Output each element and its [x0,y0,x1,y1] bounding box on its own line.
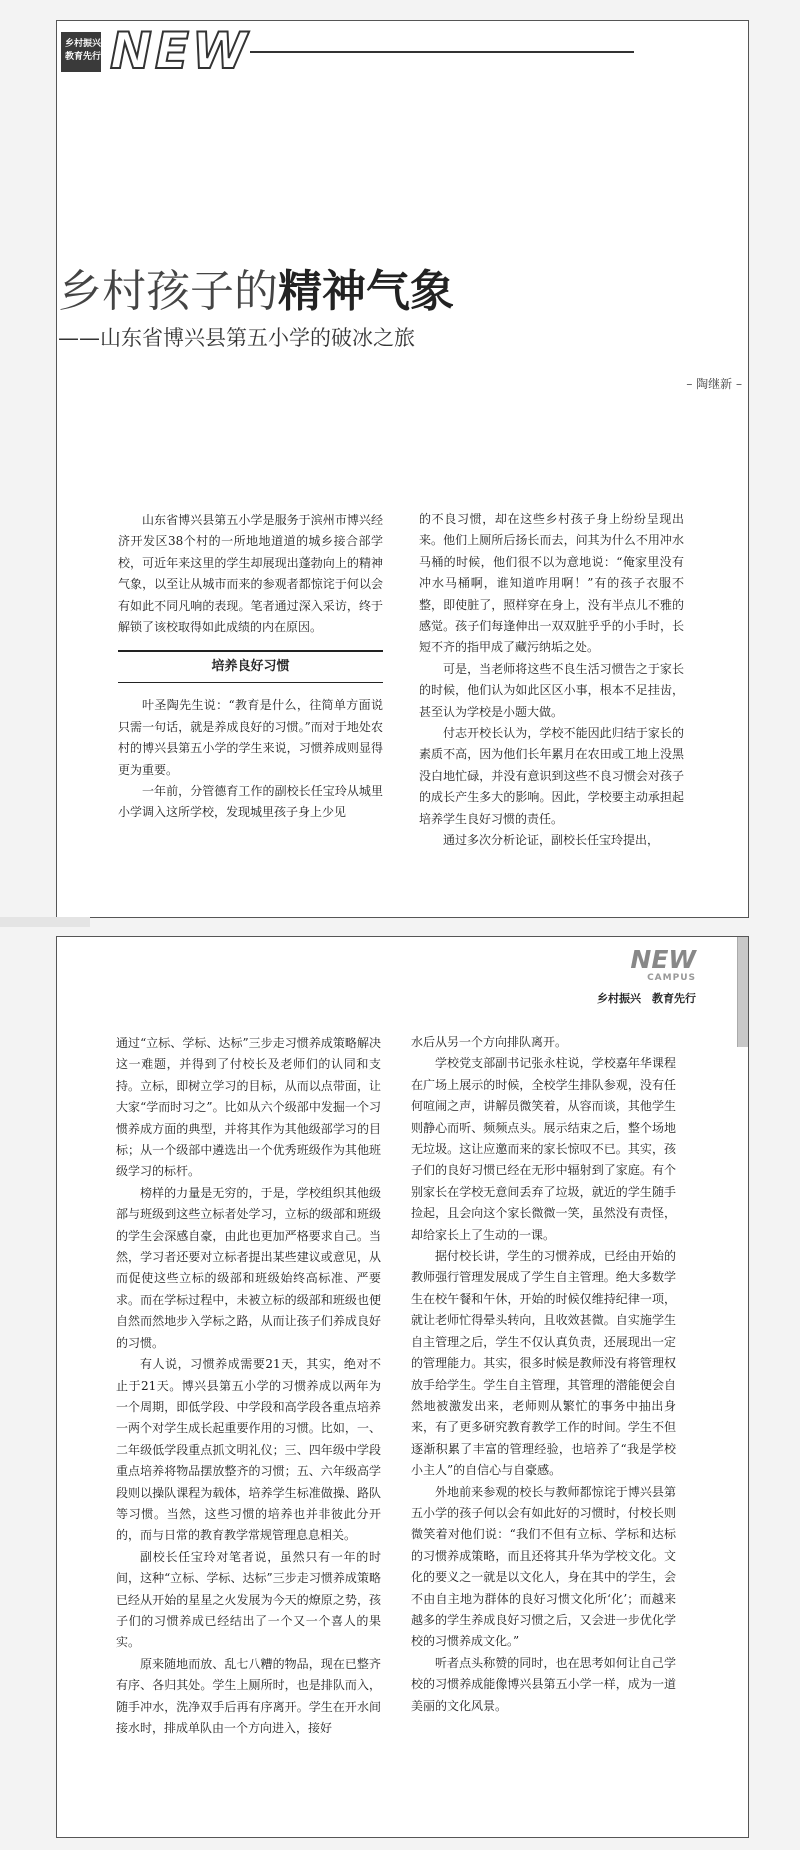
paragraph: 据付校长讲，学生的习惯养成，已经由开始的教师强行管理发展成了学生自主管理。绝大多数学生在校午餐和午休，开始的时候仅维持纪律一项，就让老师忙得晕头转向，且收效甚微。自实施学生自主管理之后，学生不仅认真负责，还展现出一定的管理能力。其实，很多时候是教师没有将管理权放手给学生。学生自主管理，其管理的潜能便会自然地被激发出来，老师则从繁忙的事务中抽出身来，有了更多研究教育教学工作的时间。学生不但逐渐积累了丰富的管理经验，也培养了“我是学校小主人”的自信心与自豪感。 [411,1249,676,1478]
paragraph: 水后从另一个方向排队离开。 [411,1035,568,1049]
author-byline: – 陶继新 – [686,377,742,391]
campus-logo-sub: CAMPUS [647,973,696,983]
badge-line-1: 乡村振兴 [65,39,102,49]
paragraph: 听者点头称赞的同时，也在思考如何让自己学校的习惯养成能像博兴县第五小学一样，成为一道美丽的文化风景。 [411,1655,676,1713]
page-two [56,936,749,1838]
paragraph: 榜样的力量是无穷的，于是，学校组织其他级部与班级到这些立标者处学习，立标的级部和班级的学生会深感自豪，由此也更加严格要求自己。当然，学习者还要对立标者提出某些建议或意见，从而促使这些立标的级部和班级始终高标准、严要求。而在学标过程中，未被立标的级部和班级也便自然而然地步入学标之路，从而让孩子们养成良好的习惯。 [116,1185,381,1350]
paragraph: 可是，当老师将这些不良生活习惯告之于家长的时候，他们认为如此区区小事，根本不足挂齿，甚至认为学校是小题大做。 [419,661,684,719]
paragraph: 通过“立标、学标、达标”三步走习惯养成策略解决这一难题，并得到了付校长及老师们的认同和支持。立标，即树立学习的目标，从而以点带面，让大家“学而时习之”。比如从六个级部中发掘一个习惯养成方面的典型，并将其作为其他级部学习的目标；从一个级部中遴选出一个优秀班级作为其他班级学习的标杆。 [116,1036,381,1179]
section-heading: 培养良好习惯 [118,650,383,683]
paragraph: 付志开校长认为，学校不能因此归结于家长的素质不高，因为他们长年累月在农田或工地上没黑没白地忙碌，并没有意识到这些不良习惯会对孩子的成长产生多大的影响。因此，学校要主动承担起培养学生良好习惯的责任。 [419,726,684,826]
paragraph: 外地前来参观的校长与教师都惊诧于博兴县第五小学的孩子何以会有如此好的习惯时，付校长则微笑着对他们说：“我们不但有立标、学标和达标的习惯养成策略，而且还将其升华为学校文化。文化的要义之一就是以文化人，身在其中的学生，会不由自主地为群体的良好习惯文化所‘化’；而越来越多的学生养成良好习惯之后，又会进一步优化学校的习惯养成文化。” [411,1484,676,1649]
intro-paragraph: 山东省博兴县第五小学是服务于滨州市博兴经济开发区38个村的一所地地道道的城乡接合部学校，可近年来这里的学生却展现出蓬勃向上的精神气象，以至让从城市而来的参观者都惊诧于何以会有如此不同凡响的表现。笔者通过深入采访，终于解锁了该校取得如此成绩的内在原因。 [118,513,383,635]
page2-column-right [411,1032,676,1717]
page1-column-left [118,510,383,824]
title-bold: 精神气象 [278,266,454,317]
page1-column-right [419,509,684,852]
scrollbar-thumb[interactable] [737,937,748,1047]
title-light: 乡村孩子的 [58,266,278,317]
page-tagline: 乡村振兴 教育先行 [597,992,696,1005]
paragraph: 一年前，分管德育工作的副校长任宝玲从城里小学调入这所学校，发现城里孩子身上少见 [118,784,383,820]
paragraph: 学校党支部副书记张永柱说，学校嘉年华课程在广场上展示的时候，全校学生排队参观，没有任何喧闹之声，讲解员微笑着，从容而谈，其他学生则静心而听、频频点头。展示结束之后，整个场地无垃圾。这让应邀而来的家长惊叹不已。其实，孩子们的良好习惯已经在无形中辐射到了家庭。有个别家长在学校无意间丢弃了垃圾，就近的学生随手捡起，且会向这个家长微微一笑，虽然没有责怪，却给家长上了生动的一课。 [411,1056,676,1242]
paragraph: 通过多次分析论证，副校长任宝玲提出， [443,833,660,848]
paragraph: 副校长任宝玲对笔者说，虽然只有一年的时间，这种“立标、学标、达标”三步走习惯养成策略已经从开始的星星之火发展为今天的燎原之势，孩子们的习惯养成已经结出了一个又一个喜人的果实。 [116,1549,381,1650]
badge-line-2: 教育先行 [65,52,102,62]
page2-column-left [116,1033,381,1739]
campus-logo [597,947,696,1006]
new-logo: NEW [110,22,251,80]
article-subtitle: ——山东省博兴县第五小学的破冰之旅 [58,326,415,350]
paragraph: 叶圣陶先生说：“教育是什么，往简单方面说只需一句话，就是养成良好的习惯。”而对于地处农村的博兴县第五小学的学生来说，习惯养成则显得更为重要。 [118,698,383,777]
paragraph: 的不良习惯，却在这些乡村孩子身上纷纷呈现出来。他们上厕所后扬长而去，问其为什么不用冲水马桶的时候，他们很不以为意地说：“俺家里没有冲水马桶啊，谁知道咋用啊！”有的孩子衣服不整，即使脏了，照样穿在身上，没有半点儿不雅的感觉。孩子们每逢伸出一双双脏乎乎的小手时，长短不齐的指甲成了藏污纳垢之处。 [419,512,684,655]
paragraph: 有人说，习惯养成需要21天，其实，绝对不止于21天。博兴县第五小学的习惯养成以两年为一个周期，即低学段、中学段和高学段各重点培养一两个对学生成长起重要作用的习惯。比如，一、二年级低学段重点抓文明礼仪；三、四年级中学段重点培养将物品摆放整齐的习惯；五、六年级高学段则以操队课程为载体，培养学生标准做操、路队等习惯。当然，这些习惯的培养也并非彼此分开的，而与日常的教育教学常规管理息息相关。 [116,1357,381,1543]
paragraph: 原来随地而放、乱七八糟的物品，现在已整齐有序、各归其处。学生上厕所时，也是排队而入，随手冲水，洗净双手后再有序离开。学生在开水间接水时，排成单队由一个方向进入，接好 [116,1656,381,1735]
page-shadow [0,917,90,927]
campus-logo-new: NEW [630,945,696,974]
